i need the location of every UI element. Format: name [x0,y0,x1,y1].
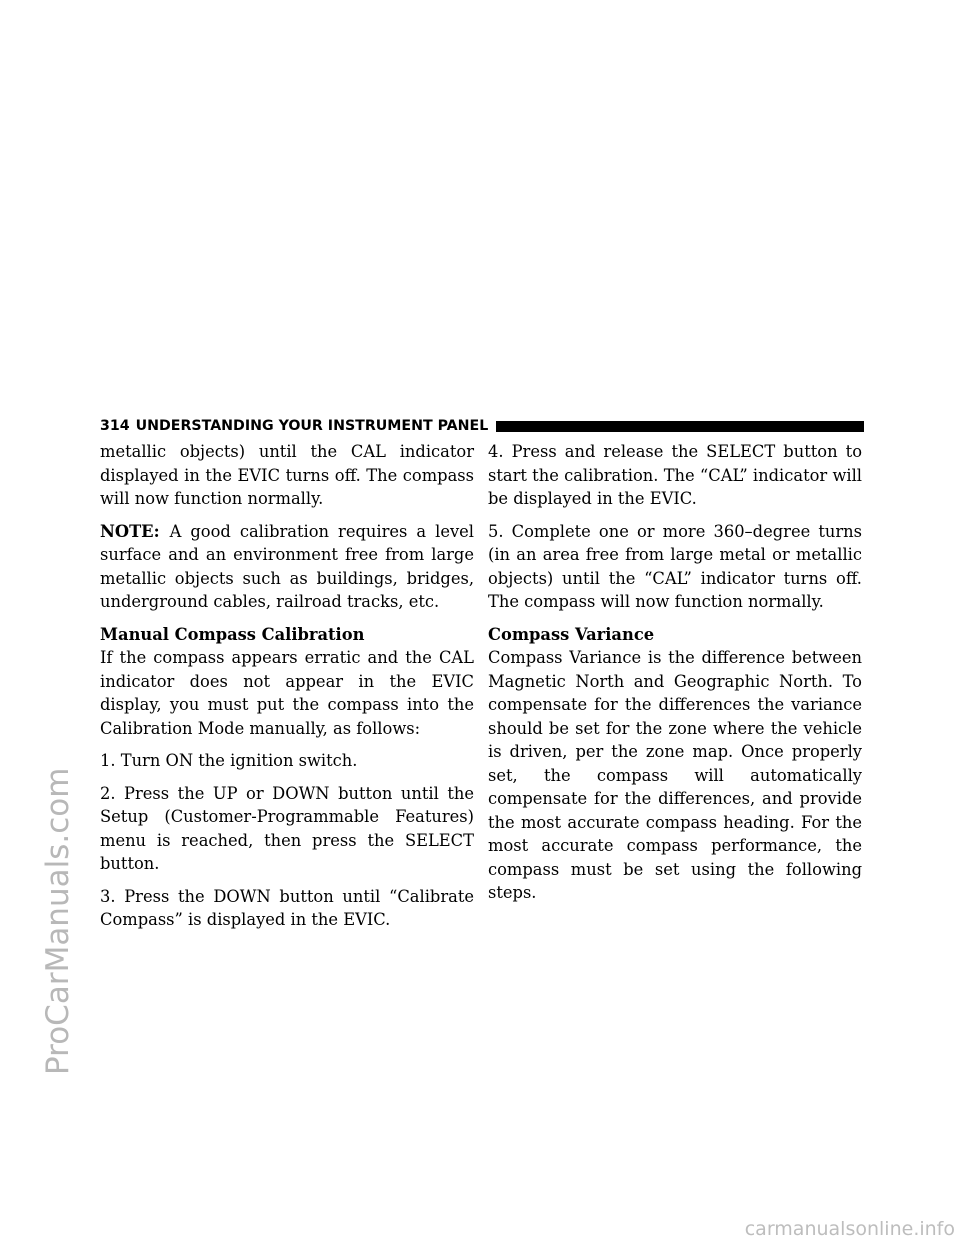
note-text: A good calibration requires a level surface and an environment free from large metallic objects such as buildings, bridges, underground cables, railroad tracks, etc. [100,521,474,611]
section-heading: Manual Compass Calibration [100,624,365,644]
right-column [488,440,862,914]
section-heading: Compass Variance [488,624,655,644]
step-item: 1. Turn ON the ignition switch. [100,751,358,770]
page-header [100,416,864,436]
left-column [100,440,474,941]
note-paragraph [100,520,474,614]
section-title: UNDERSTANDING YOUR INSTRUMENT PANEL [135,418,489,434]
step-item: 3. Press the DOWN button until “Calibrate Compass” is displayed in the EVIC. [100,886,474,929]
step-item: 5. Complete one or more 360–degree turns (in an area free from large metal or metallic objects) until the “CAL” indicator turns off. The compass will now function normally. [488,521,862,611]
side-watermark: ProCarManuals.com [40,767,76,1075]
paragraph: Compass Variance is the difference between Magnetic North and Geographic North. To compensate for the differences the variance should be set for the zone where the vehicle is driven, per the zone map. Once properly set, the compass will automatically compensate for the differences, and provide the most accurate compass heading. For the most accurate compass performance, the compass must be set using the following steps. [488,648,862,902]
bottom-watermark: carmanualsonline.info [744,1218,955,1240]
note-label: NOTE: [100,521,160,541]
paragraph: If the compass appears erratic and the CAL indicator does not appear in the EVIC display, you must put the compass into the Calibration Mode manually, as follows: [100,648,474,738]
step-item: 2. Press the UP or DOWN button until the Setup (Customer-Programmable Features) menu is reached, then press the SELECT button. [100,783,474,873]
step-item: 4. Press and release the SELECT button to start the calibration. The “CAL” indicator will be displayed in the EVIC. [488,442,862,508]
paragraph: metallic objects) until the CAL indicator displayed in the EVIC turns off. The compass will now function normally. [100,442,474,508]
page-number: 314 [100,418,130,434]
header-rule [496,421,864,432]
